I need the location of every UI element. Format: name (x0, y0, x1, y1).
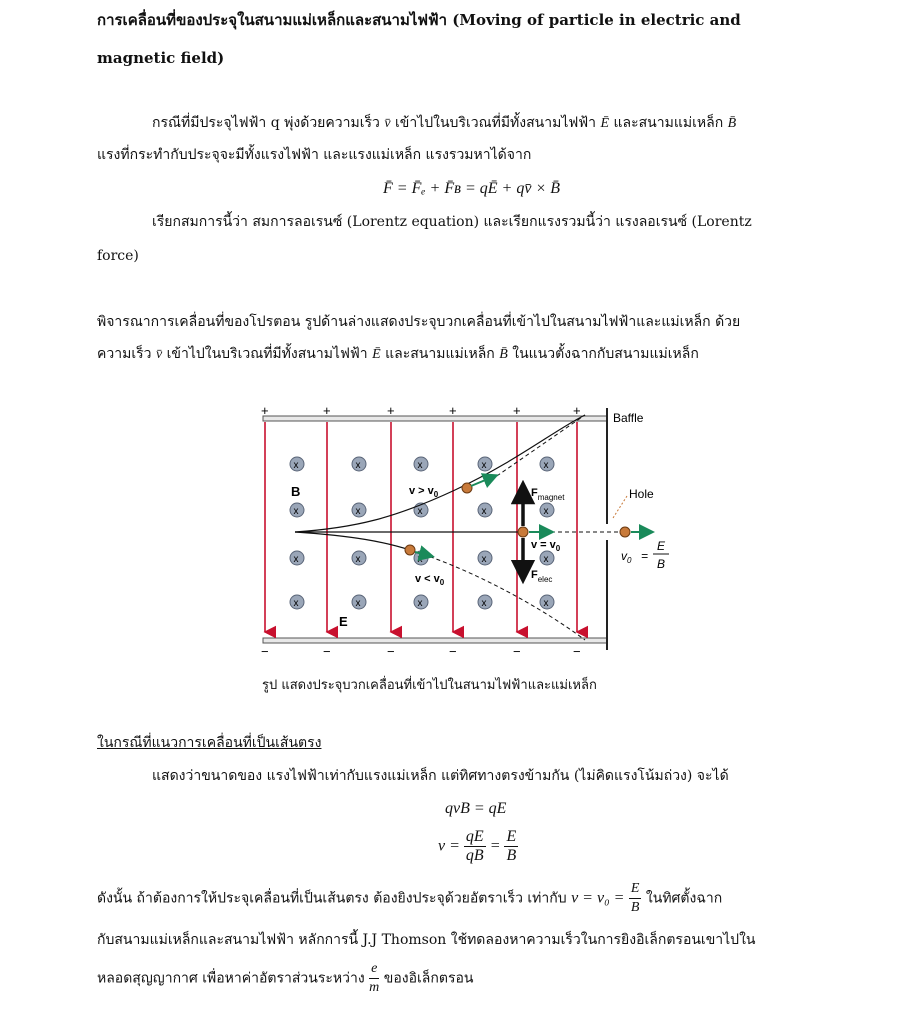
plus-sign: + (449, 403, 457, 418)
paragraph-3-line2 (97, 344, 699, 365)
plus-sign: + (323, 403, 331, 418)
particle-center (518, 527, 528, 537)
paragraph-5-line3 (97, 960, 473, 1000)
p5-equation: v = v₀ = (571, 889, 625, 907)
b-field-x-glyph: x (417, 598, 423, 609)
trajectory-lower-dashed (410, 550, 585, 640)
b-field-x-glyph: x (481, 598, 487, 609)
section-heading: ในกรณีที่แนวการเคลื่อนที่เป็นเส้นตรง (97, 735, 322, 751)
particle-fast (462, 483, 472, 493)
magnetic-field-marks (290, 457, 554, 609)
minus-sign: − (573, 644, 581, 659)
v0-formula (621, 539, 669, 571)
p1-text-a: กรณีที่มีประจุไฟฟ้า q พุ่งด้วยความเร็ว (152, 115, 380, 131)
trajectory-upper-dashed (491, 415, 585, 480)
minus-sign: − (513, 644, 521, 659)
baffle-label: Baffle (613, 411, 644, 425)
p1-text-b: เข้าไปในบริเวณที่มีทั้งสนามไฟฟ้า (395, 115, 597, 131)
p3-text-a: ความเร็ว (97, 346, 152, 362)
fraction-E-B: $\frac{E}{B}$ (506, 828, 517, 864)
p5-text-a: ดังนั้น ถ้าต้องการให้ประจุเคลื่อนที่เป็นเส้นตรง ต้องยิงประจุด้วยอัตราเร็ว เท่ากับ (97, 890, 567, 907)
b-field-x-glyph: x (355, 598, 361, 609)
symbol-B: B̄ (727, 116, 737, 131)
page-title-line1: การเคลื่อนที่ของประจุในสนามแม่เหล็กและสนามไฟฟ้า (Moving of particle in electric and (97, 11, 741, 29)
b-field-x-glyph: x (543, 460, 549, 471)
page-title-line2: magnetic field) (97, 49, 225, 67)
fraction-E-B-inline: $\frac{E}{B}$ (630, 881, 640, 915)
paragraph-5-line1 (97, 880, 722, 920)
b-field-x-glyph: x (481, 506, 487, 517)
field-b-label: B (291, 484, 301, 499)
label-f-magnet: $F_{magnet}$ (531, 487, 565, 502)
label-v-greater: $v > v_0$ (409, 485, 439, 499)
b-field-x-glyph: x (417, 506, 423, 517)
svg-text:B: B (657, 557, 666, 571)
label-f-elec: $F_{elec}$ (531, 569, 553, 584)
particle-slow (405, 545, 415, 555)
paragraph-3-line1: พิจารณาการเคลื่อนที่ของโปรตอน รูปด้านล่างแสดงประจุบวกเคลื่อนที่เข้าไปในสนามไฟฟ้าและแม่เหล็ก ด้วย (97, 314, 741, 330)
paragraph-2-line1: เรียกสมการนี้ว่า สมการลอเรนซ์ (Lorentz equation) และเรียกแรงรวมนี้ว่า แรงลอเรนซ์ (Lorentz (152, 214, 752, 230)
paragraph-5-line2: กับสนามแม่เหล็กและสนามไฟฟ้า หลักการนี้ J.J Thomson ใช้ทดลองหาความเร็วในการยิงอิเล็กตรอนเขาไปใน (97, 932, 756, 948)
fraction-e-m: $\frac{e}{m}$ (369, 961, 380, 995)
p5-text-b: ในทิศตั้งฉาก (645, 890, 723, 907)
b-field-x-glyph: x (543, 506, 549, 517)
symbol-E: Ē (600, 116, 610, 131)
plus-sign: + (513, 403, 521, 418)
minus-sign: − (449, 644, 457, 659)
paragraph-1-line2: แรงที่กระทำกับประจุจะมีทั้งแรงไฟฟ้า และแรงแม่เหล็ก แรงรวมหาได้จาก (97, 147, 532, 163)
paragraph-4: แสดงว่าขนาดของ แรงไฟฟ้าเท่ากับแรงแม่เหล็ก แต่ทิศทางตรงข้ามกัน (ไม่คิดแรงโน้มถ่วง) จะได้ (152, 768, 729, 784)
plus-sign: + (573, 403, 581, 418)
b-field-x-glyph: x (543, 554, 549, 565)
fraction-qE-qB: $\frac{qE}{qB}$ (465, 828, 484, 864)
label-v-less: $v < v_0$ (415, 573, 445, 587)
b-field-x-glyph: x (293, 506, 299, 517)
eq-v-lhs: v = (438, 837, 460, 855)
top-plate (263, 416, 607, 421)
b-field-x-glyph: x (417, 554, 423, 565)
equation-qvb: qvB = qE (445, 800, 507, 817)
symbol-v: v̄ (155, 347, 163, 362)
minus-sign: − (387, 644, 395, 659)
minus-sign: − (261, 644, 269, 659)
svg-text:=: = (641, 549, 649, 563)
trajectory-lower (295, 532, 410, 550)
p5-text-d: ของอิเล็กตรอน (383, 970, 474, 987)
velocity-selector-figure (255, 400, 675, 660)
symbol-v: v̄ (384, 116, 391, 131)
svg-text:v0: $v_0$ (621, 549, 632, 565)
particle-exit (620, 527, 630, 537)
b-field-x-glyph: x (355, 554, 361, 565)
plus-sign: + (261, 403, 269, 418)
b-field-x-glyph: x (293, 554, 299, 565)
svg-text:E: E (657, 539, 666, 553)
symbol-B: B̄ (499, 347, 508, 362)
figure-caption: รูป แสดงประจุบวกเคลื่อนที่เข้าไปในสนามไฟฟ้าและแม่เหล็ก (262, 678, 597, 693)
b-field-x-glyph: x (355, 460, 361, 471)
p1-text-c: และสนามแม่เหล็ก (613, 115, 724, 131)
symbol-E: Ē (372, 347, 381, 362)
b-field-x-glyph: x (481, 554, 487, 565)
hole-label: Hole (629, 487, 654, 501)
b-field-x-glyph: x (355, 506, 361, 517)
paragraph-2-line2: force) (97, 248, 139, 264)
b-field-x-glyph: x (293, 598, 299, 609)
field-e-label: E (339, 614, 348, 629)
eq-equals: = (489, 837, 501, 855)
p3-text-d: ในแนวตั้งฉากกับสนามแม่เหล็ก (512, 346, 699, 362)
hole-pointer (613, 496, 627, 518)
bottom-plate (263, 638, 607, 643)
paragraph-1-line1 (152, 113, 736, 134)
p5-text-c: หลอดสุญญากาศ เพื่อหาค่าอัตราส่วนระหว่าง (97, 970, 365, 987)
minus-sign: − (323, 644, 331, 659)
lorentz-equation: F̄ = F̄ₑ + F̄ʙ = qĒ + qv̄ × B̄ (383, 180, 561, 197)
plus-sign: + (387, 403, 395, 418)
b-field-x-glyph: x (481, 460, 487, 471)
b-field-x-glyph: x (417, 460, 423, 471)
p3-text-c: และสนามแม่เหล็ก (385, 346, 495, 362)
equation-v (438, 828, 518, 865)
p3-text-b: เข้าไปในบริเวณที่มีทั้งสนามไฟฟ้า (166, 346, 368, 362)
b-field-x-glyph: x (293, 460, 299, 471)
label-v-equal: $v = v_0$ (531, 539, 561, 553)
b-field-x-glyph: x (543, 598, 549, 609)
